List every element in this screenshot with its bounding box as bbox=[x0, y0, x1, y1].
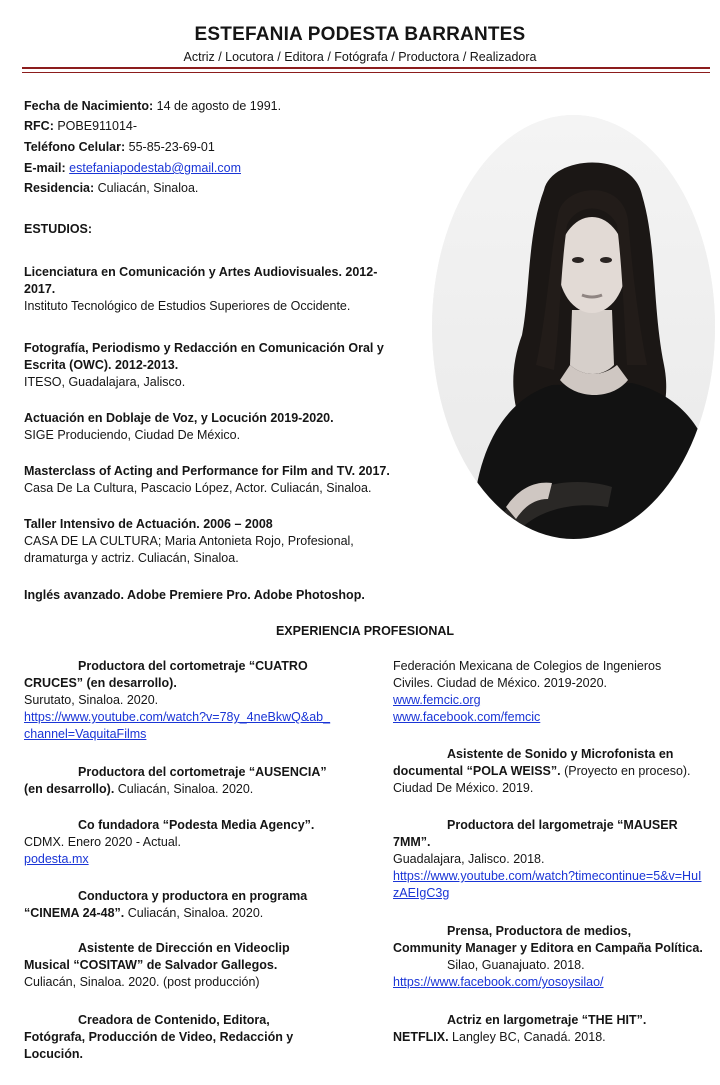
experience-detail: Surutato, Sinaloa. 2020. bbox=[24, 693, 159, 707]
cv-roles: Actriz / Locutora / Editora / Fotógrafa / Productora / Realizadora bbox=[183, 50, 537, 64]
experience-detail: CDMX. Enero 2020 - Actual. bbox=[24, 835, 182, 849]
experience-title-cont: Musical “COSITAW” de Salvador Gallegos. bbox=[24, 958, 278, 972]
study-detail: Casa De La Cultura, Pascacio López, Actor. Culiacán, Sinaloa. bbox=[24, 481, 372, 495]
experience-title: Actriz en largometraje “THE HIT”. bbox=[447, 1013, 647, 1027]
experience-detail: Culiacán, Sinaloa. 2020. bbox=[124, 906, 264, 920]
experience-title-cont: CRUCES” (en desarrollo). bbox=[24, 676, 177, 690]
residence-line bbox=[24, 180, 198, 197]
study-title-cont: Escrita (OWC). 2012-2013. bbox=[24, 358, 179, 372]
study-item bbox=[24, 410, 424, 444]
study-title: Taller Intensivo de Actuación. 2006 – 2008 bbox=[24, 517, 273, 531]
experience-item bbox=[393, 1012, 713, 1046]
phone-value: 55-85-23-69-01 bbox=[125, 140, 215, 154]
experience-item bbox=[393, 817, 713, 902]
experience-title: Asistente de Sonido y Microfonista en bbox=[447, 747, 674, 761]
study-title: Masterclass of Acting and Performance for Film and TV. 2017. bbox=[24, 464, 390, 478]
experience-link[interactable]: https://www.facebook.com/yosoysilao/ bbox=[393, 975, 604, 989]
experience-detail: Ciudad De México. 2019. bbox=[393, 781, 534, 795]
experience-link[interactable]: https://www.youtube.com/watch?v=78y_4neBkwQ&ab_ bbox=[24, 710, 331, 724]
study-item bbox=[24, 463, 424, 497]
phone-line bbox=[24, 139, 215, 156]
study-title-cont: 2017. bbox=[24, 282, 56, 296]
study-detail: Instituto Tecnológico de Estudios Superiores de Occidente. bbox=[24, 299, 351, 313]
email-link[interactable]: estefaniapodestab@gmail.com bbox=[69, 161, 241, 175]
experience-detail: Culiacán, Sinaloa. 2020. bbox=[114, 782, 254, 796]
rfc-label: RFC: bbox=[24, 119, 54, 133]
experience-item bbox=[24, 940, 374, 991]
experience-link[interactable]: podesta.mx bbox=[24, 852, 89, 866]
experience-title: Conductora y productora en programa bbox=[78, 889, 308, 903]
experience-detail: Culiacán, Sinaloa. 2020. (post producción) bbox=[24, 975, 260, 989]
studies-heading: ESTUDIOS: bbox=[24, 222, 93, 236]
study-item bbox=[24, 264, 424, 315]
experience-link[interactable]: www.femcic.org bbox=[393, 693, 481, 707]
experience-detail: Federación Mexicana de Colegios de Ingenieros bbox=[393, 659, 662, 673]
residence-label: Residencia: bbox=[24, 181, 95, 195]
experience-item bbox=[393, 746, 713, 797]
study-title: Licenciatura en Comunicación y Artes Audiovisuales. 2012- bbox=[24, 265, 378, 279]
experience-detail: (Proyecto en proceso). bbox=[560, 764, 691, 778]
experience-title: Productora del largometraje “MAUSER bbox=[447, 818, 678, 832]
experience-title-cont: 7MM”. bbox=[393, 835, 431, 849]
experience-link-cont[interactable]: channel=VaquitaFilms bbox=[24, 727, 147, 741]
study-item bbox=[24, 516, 424, 567]
experience-item bbox=[24, 764, 374, 798]
study-detail-cont: dramaturga y actriz. Culiacán, Sinaloa. bbox=[24, 551, 239, 565]
experience-link[interactable]: www.facebook.com/femcic bbox=[393, 710, 541, 724]
header-divider-thin bbox=[22, 72, 710, 73]
experience-title-cont: Community Manager y Editora en Campaña Política. bbox=[393, 941, 703, 955]
experience-title-cont: Fotógrafa, Producción de Video, Redacción y bbox=[24, 1030, 294, 1044]
phone-label: Teléfono Celular: bbox=[24, 140, 126, 154]
birth-label: Fecha de Nacimiento: bbox=[24, 99, 154, 113]
experience-detail: Guadalajara, Jalisco. 2018. bbox=[393, 852, 545, 866]
email-label: E-mail: bbox=[24, 161, 66, 175]
experience-item bbox=[24, 658, 374, 743]
experience-title: Co fundadora “Podesta Media Agency”. bbox=[78, 818, 315, 832]
study-title: Actuación en Doblaje de Voz, y Locución 2019-2020. bbox=[24, 411, 334, 425]
rfc-value: POBE911014- bbox=[53, 119, 138, 133]
experience-item bbox=[24, 1012, 374, 1063]
experience-title: Prensa, Productora de medios, bbox=[447, 924, 632, 938]
experience-title: Creadora de Contenido, Editora, bbox=[78, 1013, 270, 1027]
study-item bbox=[24, 340, 424, 391]
email-line bbox=[24, 160, 241, 177]
experience-item bbox=[24, 817, 374, 868]
experience-detail-cont: Civiles. Ciudad de México. 2019-2020. bbox=[393, 676, 608, 690]
experience-title-cont: Locución. bbox=[24, 1047, 84, 1061]
experience-heading: EXPERIENCIA PROFESIONAL bbox=[275, 624, 455, 638]
experience-title: Productora del cortometraje “CUATRO bbox=[78, 659, 308, 673]
experience-item bbox=[393, 658, 713, 726]
experience-title-cont: (en desarrollo). bbox=[24, 782, 115, 796]
birth-value: 14 de agosto de 1991. bbox=[153, 99, 282, 113]
experience-title: Asistente de Dirección en Videoclip bbox=[78, 941, 290, 955]
experience-title-cont: NETFLIX. bbox=[393, 1030, 449, 1044]
cv-name: ESTEFANIA PODESTA BARRANTES bbox=[194, 24, 526, 45]
experience-item bbox=[24, 888, 374, 922]
experience-detail: Silao, Guanajuato. 2018. bbox=[447, 958, 585, 972]
skills-line: Inglés avanzado. Adobe Premiere Pro. Adobe Photoshop. bbox=[24, 588, 365, 602]
header-divider bbox=[22, 67, 710, 69]
experience-title: Productora del cortometraje “AUSENCIA” bbox=[78, 765, 327, 779]
experience-link[interactable]: https://www.youtube.com/watch?timecontinue=5&v=HuI bbox=[393, 869, 702, 883]
study-detail: ITESO, Guadalajara, Jalisco. bbox=[24, 375, 186, 389]
study-title: Fotografía, Periodismo y Redacción en Comunicación Oral y bbox=[24, 341, 384, 355]
experience-title-cont: documental “POLA WEISS”. bbox=[393, 764, 561, 778]
study-detail: CASA DE LA CULTURA; Maria Antonieta Rojo, Profesional, bbox=[24, 534, 354, 548]
profile-photo bbox=[432, 115, 715, 539]
birth-line bbox=[24, 98, 281, 115]
residence-value: Culiacán, Sinaloa. bbox=[94, 181, 199, 195]
experience-detail: Langley BC, Canadá. 2018. bbox=[448, 1030, 606, 1044]
rfc-line bbox=[24, 118, 137, 135]
study-detail: SIGE Produciendo, Ciudad De México. bbox=[24, 428, 241, 442]
experience-link-cont[interactable]: zAEIgC3g bbox=[393, 886, 450, 900]
experience-item bbox=[393, 923, 713, 991]
experience-title-cont: “CINEMA 24-48”. bbox=[24, 906, 125, 920]
